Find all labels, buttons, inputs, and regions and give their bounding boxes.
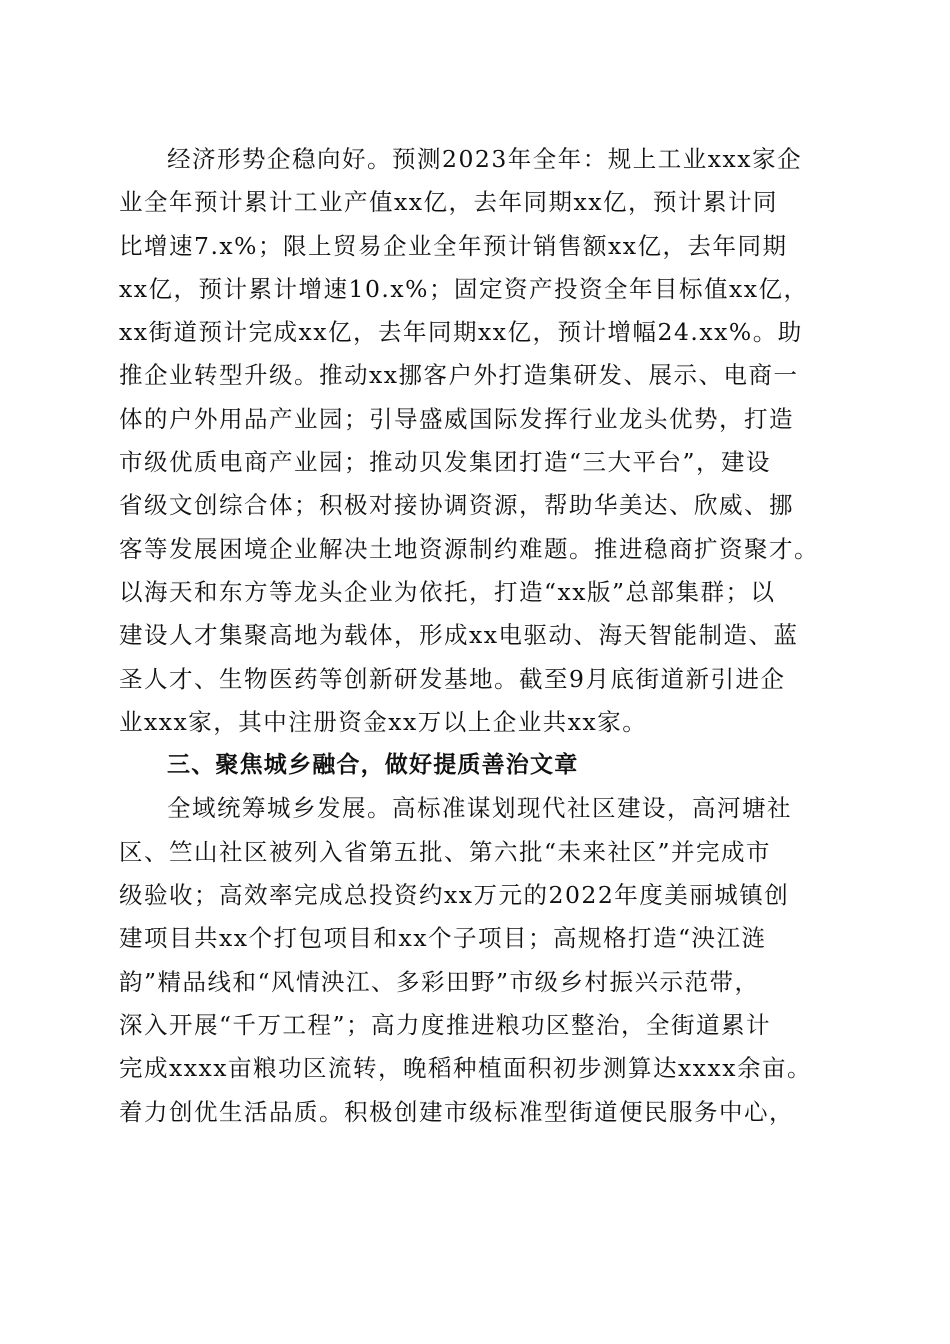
text-line: 体的户外用品产业园；引导盛威国际发挥行业龙头优势，打造: [119, 404, 794, 433]
text-line: 级验收；高效率完成总投资约xx万元的2022年度美丽城镇创: [119, 881, 790, 910]
text-line: 省级文创综合体；积极对接协调资源，帮助华美达、欣威、挪: [119, 491, 794, 520]
text-line: 市级优质电商产业园；推动贝发集团打造“三大平台”，建设: [119, 448, 772, 477]
text-line: 完成xxxx亩粮功区流转，晚稻种植面积初步测算达xxxx余亩。: [119, 1054, 813, 1083]
section-heading: 三、聚焦城乡融合，做好提质善治文章: [167, 752, 579, 779]
text-line: 圣人才、生物医药等创新研发基地。截至9月底街道新引进企: [119, 664, 786, 693]
text-line: 以海天和东方等龙头企业为依托，打造“xx版”总部集群；以: [119, 577, 776, 606]
text-line: xx街道预计完成xx亿，去年同期xx亿，预计增幅24.xx%。助: [119, 318, 803, 347]
text-line: 深入开展“千万工程”；高力度推进粮功区整治，全街道累计: [119, 1010, 772, 1039]
text-line: 经济形势企稳向好。预测2023年全年：规上工业xxx家企: [167, 145, 803, 173]
text-line: 区、竺山社区被列入省第五批、第六批“未来社区”并完成市: [119, 837, 772, 866]
text-line: xx亿，预计累计增速10.x%；固定资产投资全年目标值xx亿，: [119, 274, 809, 303]
text-line: 业xxx家，其中注册资金xx万以上企业共xx家。: [119, 707, 648, 736]
text-line: 比增速7.x%；限上贸易企业全年预计销售额xx亿，去年同期: [119, 231, 788, 260]
text-line: 着力创优生活品质。积极创建市级标准型街道便民服务中心，: [119, 1097, 794, 1126]
document-body: [119, 138, 831, 1134]
text-line: 建项目共xx个打包项目和xx个子项目；高规格打造“泱江涟: [119, 924, 767, 953]
paragraph-urban-rural: [119, 787, 831, 1133]
paragraph-economy: [119, 138, 831, 744]
text-line: 全域统筹城乡发展。高标准谋划现代社区建设，高河塘社: [167, 794, 792, 823]
text-line: 推企业转型升级。推动xx挪客户外打造集研发、展示、电商一: [119, 361, 799, 390]
text-line: 客等发展困境企业解决土地资源制约难题。推进稳商扩资聚才。: [119, 534, 819, 563]
text-line: 建设人才集聚高地为载体，形成xx电驱动、海天智能制造、蓝: [119, 621, 799, 650]
text-line: 韵”精品线和“风情泱江、多彩田野”市级乡村振兴示范带，: [119, 967, 760, 996]
text-line: 业全年预计累计工业产值xx亿，去年同期xx亿，预计累计同: [119, 188, 779, 217]
